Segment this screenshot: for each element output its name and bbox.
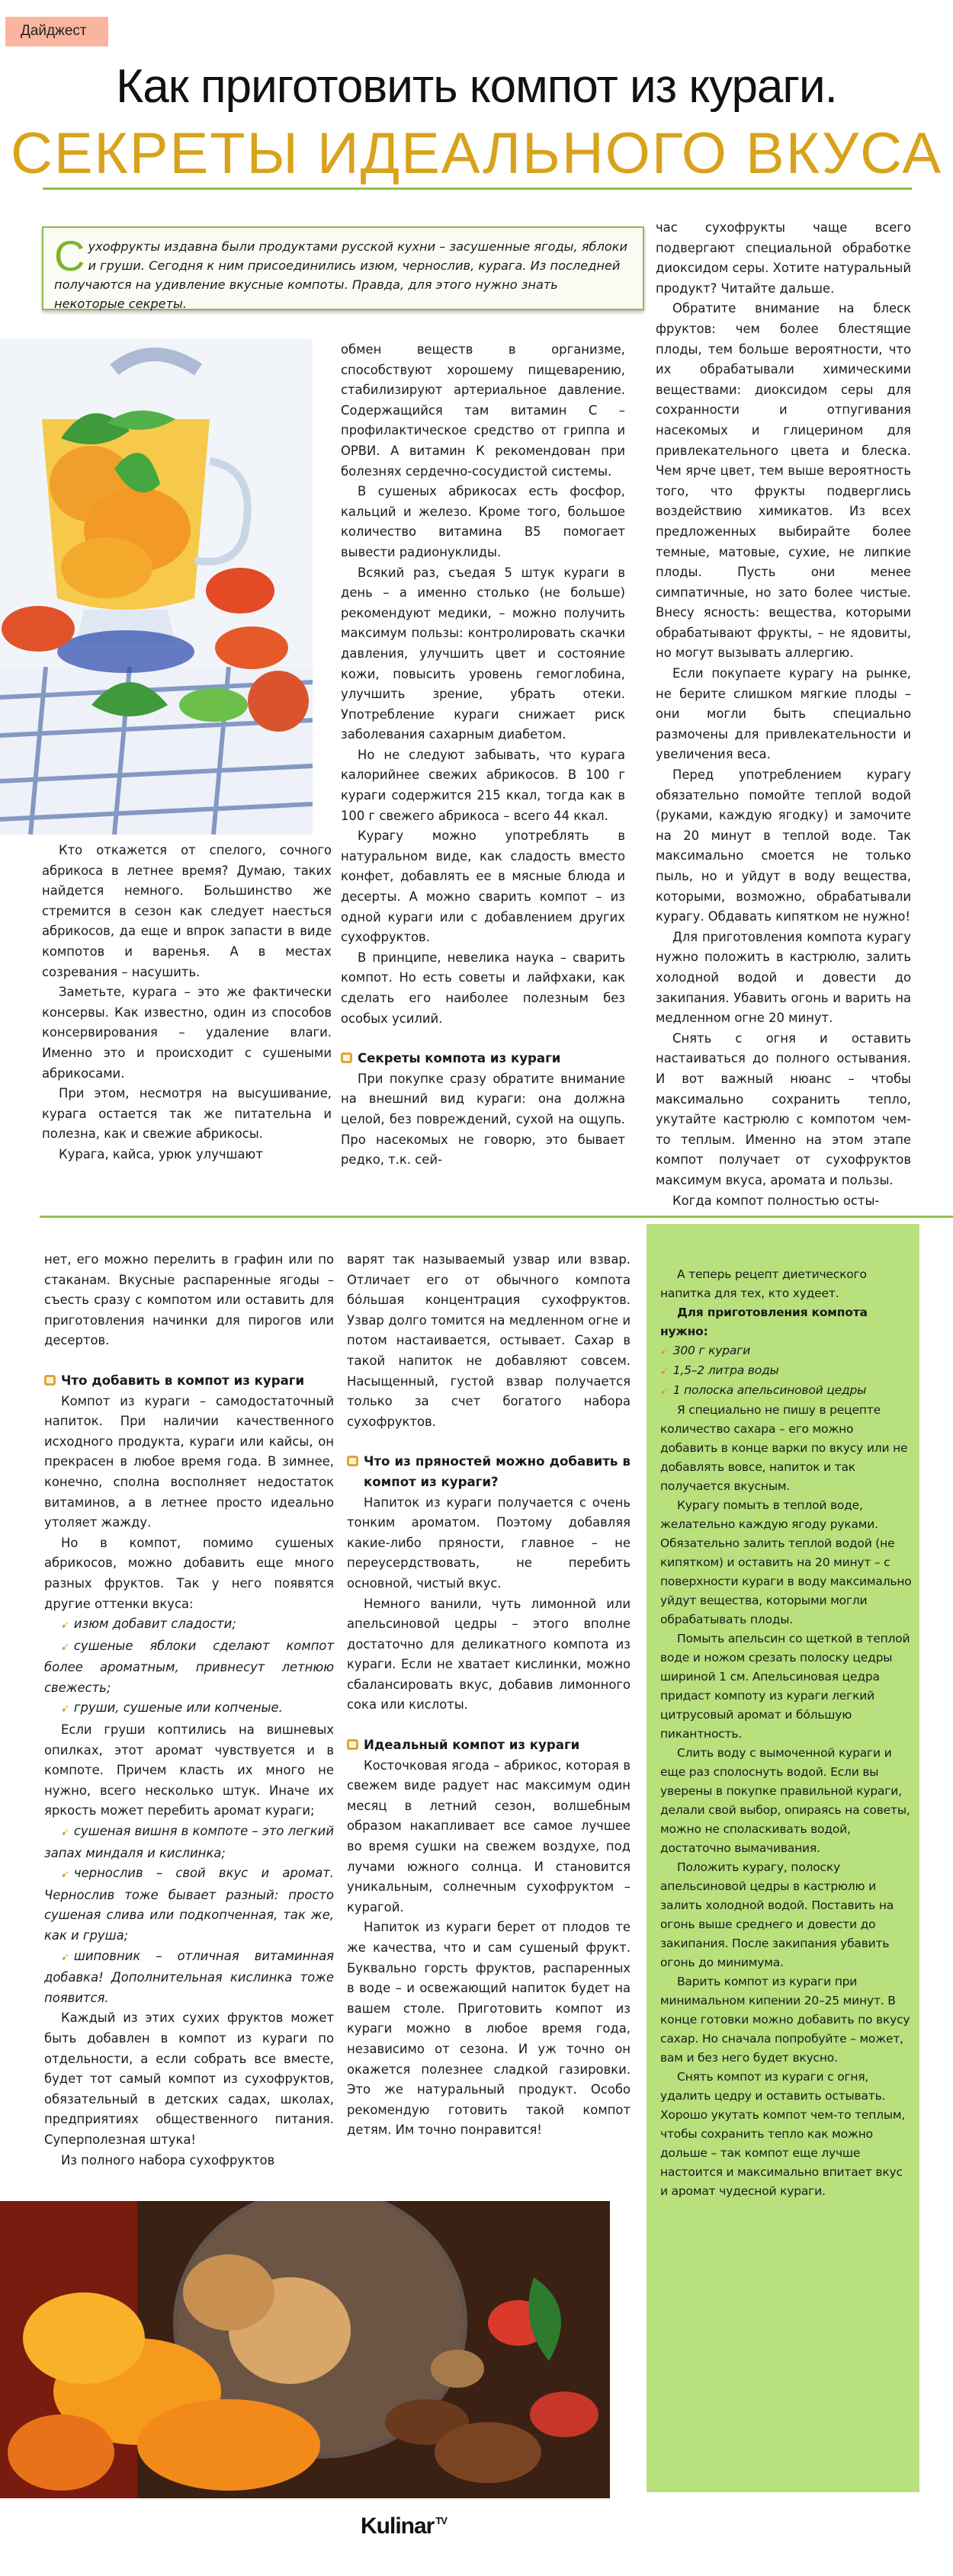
- dried-fruits-photo: [0, 2201, 610, 2498]
- paragraph: Курага, кайса, урюк улучшают: [59, 1146, 263, 1161]
- logo-superscript: TV: [435, 2515, 447, 2526]
- list-item-text: груши, сушеные или копченые.: [73, 1700, 283, 1716]
- paragraph: В принципе, невелика наука – сварить компот. Но есть советы и лайфхаки, как сделать его наиболее полезным без особых усилий.: [341, 950, 625, 1026]
- section-heading: [341, 1049, 625, 1069]
- checkbox-bullet-icon: [341, 1053, 352, 1063]
- list-item: [44, 1614, 334, 1636]
- pin-bullet-icon: ➹: [61, 1620, 69, 1632]
- checkbox-bullet-icon: [347, 1456, 358, 1466]
- article-column-2: [341, 340, 625, 1171]
- section-tag-label: Дайджест: [21, 23, 87, 39]
- pin-bullet-icon: ➹: [61, 1703, 69, 1716]
- section-heading: [44, 1371, 334, 1392]
- article-column-4: [44, 1250, 334, 2171]
- ingredient-text: 300 г кураги: [672, 1344, 750, 1357]
- kulinar-tv-logo: [361, 2514, 447, 2539]
- page-subtitle: СЕКРЕТЫ ИДЕАЛЬНОГО ВКУСА: [10, 121, 943, 186]
- section-heading: [347, 1452, 631, 1492]
- lead-text: ухофрукты издавна были продуктами русской кухни – засушенные ягоды, яблоки и груши. Сегодня к ним присоединились изюм, чернослив, курага. Из последней получаются на удивление вкусные компоты. Правда, для этого нужно знать некоторые секреты.: [54, 239, 628, 311]
- paragraph: При покупке сразу обратите внимание на внешний вид кураги: она должна целой, без повреждений, сухой на ощупь. Про насекомых не говорю, это бывает редко, т.к. сей-: [341, 1071, 625, 1168]
- paragraph: Компот из кураги – самодостаточный напиток. При наличии качественного исходного продукта, кураги или кайсы, он прекрасен в любое время года. В зимнее, конечно, сполна восполняет недостаток витаминов, а в летнее просто идеально утоляет жажду.: [44, 1393, 334, 1530]
- paragraph: Но не следуют забывать, что курага калорийнее свежих абрикосов. В 100 г кураги содержится 215 ккал, тогда как в 100 г свежего абрикоса – всего 44 ккал.: [341, 747, 625, 823]
- list-item: [44, 1636, 334, 1699]
- list-item-text: сушеные яблоки сделают компот более ароматным, привнесут летнюю свежесть;: [44, 1638, 334, 1695]
- pin-bullet-icon: ➹: [660, 1386, 669, 1397]
- divider: [40, 1216, 953, 1218]
- recipe-step: Курагу помыть в теплой воде, желательно каждую ягоду руками. Обязательно залить теплой водой (не кипятком) и оставить на 20 минут – с поверхности кураги в воду максимально уйдут вещества, которыми могли обрабатывать плоды.: [660, 1498, 912, 1626]
- paragraph: Косточковая ягода – абрикос, которая в свежем виде радует нас максимум один месяц в летний сезон, волшебным образом накапливает все самое лучшее во время сушки на свежем воздухе, под лучами южного солнца. И становится уникальным, солнечным сухофруктом – курагой.: [347, 1757, 631, 1914]
- section-tag: [5, 17, 108, 46]
- recipe-step: Я специально не пишу в рецепте количество сахара – его можно добавить в конце варки по вкусу или не добавлять вовсе, напиток и так получается вкусным.: [660, 1403, 908, 1493]
- article-column-1: [42, 841, 332, 1165]
- article-column-5: [347, 1250, 631, 2141]
- recipe-step: Слить воду с вымоченной кураги и еще раз сполоснуть водой. Если вы уверены в покупке правильной кураги, делали свой выбор, опираясь на советы, можно не споласкивать водой, достаточно вымачивания.: [660, 1746, 910, 1855]
- paragraph: Если груши коптились на вишневых опилках, этот аромат чувствуется и в компоте. Причем класть их много не нужно, всего несколько штук. Иначе их яркость может перебить аромат кураги;: [44, 1722, 334, 1818]
- page-title: Как приготовить компот из кураги.: [116, 60, 837, 113]
- compote-glass-photo: [0, 339, 313, 835]
- recipe-step: Снять компот из кураги с огня, удалить цедру и оставить остывать. Хорошо укутать компот чем-то теплым, чтобы сохранить тепло как можно дольше – так компот еще лучше настоится и максимально впитает вкус и аромат чудесной кураги.: [660, 2070, 906, 2198]
- logo-text: Kulinar: [361, 2514, 435, 2539]
- recipe-column: [660, 1265, 912, 2201]
- paragraph: В сушеных абрикосах есть фосфор, кальций и железо. Кроме того, большое количество витамина В5 помогает вывести радионуклиды.: [341, 484, 625, 559]
- paragraph: Кто откажется от спелого, сочного абрикоса в летнее время? Думаю, таких найдется немного. Большинство же стремится в сезон как следует наесться абрикосов, да еще и впрок запасти в виде компотов и варенья. А в местах созревания – насушить.: [42, 843, 332, 979]
- pin-bullet-icon: ➹: [61, 1827, 69, 1839]
- paragraph: Когда компот полностью осты-: [672, 1193, 880, 1208]
- ingredient-item: [660, 1381, 912, 1401]
- recipe-step: Положить курагу, полоску апельсиновой цедры в кастрюлю и залить холодной водой. Поставить на огонь выше среднего и довести до закипания. После закипания убавить огонь до минимума.: [660, 1860, 894, 1969]
- paragraph: Всякий раз, съедая 5 штук кураги в день – а именно столько (не больше) рекомендуют медики, – можно получить максимум пользы: контролировать скачки давления, улучшить цвет и состояние кожи, повысить уровень гемоглобина, улучшить зрение, убрать отеки. Употребление кураги снижает риск заболевания сахарным диабетом.: [341, 565, 625, 742]
- section-heading-text: Идеальный компот из кураги: [364, 1738, 580, 1753]
- section-heading: [347, 1735, 631, 1756]
- ingredient-text: 1 полоска апельсиновой цедры: [672, 1383, 867, 1397]
- paragraph: Из полного набора сухофруктов: [61, 2152, 275, 2167]
- list-item: [44, 1821, 334, 1863]
- checkbox-bullet-icon: [44, 1375, 56, 1386]
- paragraph: Обратите внимание на блеск фруктов: чем более блестящие плоды, тем больше вероятности, что их обрабатывали химическими веществами: диоксидом серы для сохранности и отпугивания насекомых и глицерином для привлекательного цвета и блеска. Чем ярче цвет, тем выше вероятность того, что фрукты подверглись воздействию химикатов. Из всех предложенных выбирайте более темные, матовые, сухие, не липкие плоды. Пусть они менее симпатичные, но зато более чистые. Внесу ясность: вещества, которыми обрабатывают фрукты, – не ядовиты, но могут вызывать аллергию.: [656, 301, 911, 661]
- paragraph: Перед употреблением курагу обязательно помойте теплой водой (руками, каждую ягодку) и замочите на 20 минут в теплой воде. Так максимально смоется не только пыль, но и уйдут в воду вещества, которыми, возможно, обрабатывали курагу. Обдавать кипятком не нужно!: [656, 767, 911, 924]
- paragraph: Курагу можно употреблять в натуральном виде, как сладость вместо конфет, добавлять ее в мясные блюда и десерты. А можно сварить компот – из одной кураги или с добавлением других сухофруктов.: [341, 828, 625, 945]
- paragraph: При этом, несмотря на высушивание, курага остается так же питательна и полезна, как и свежие абрикосы.: [42, 1086, 332, 1142]
- paragraph: Немного ванили, чуть лимонной или апельсиновой цедры – этого вполне достаточно для деликатного компота из кураги. Если не хватает кислинки, можно сбалансировать вкус, добавив лимонного сока или кислоты.: [347, 1596, 631, 1713]
- divider: [43, 187, 912, 190]
- paragraph: нет, его можно перелить в графин или по стаканам. Вкусные распаренные ягоды – съесть сразу с компотом или оставить для приготовления начинки для пирогов или десертов.: [44, 1252, 334, 1348]
- recipe-step: Варить компот из кураги при минимальном кипении 20–25 минут. В конце готовки можно добавить по вкусу сахар. Но сначала попробуйте – может, вам и без него будет вкусно.: [660, 1975, 910, 2065]
- section-heading-text: Что добавить в компот из кураги: [61, 1373, 305, 1388]
- section-heading-text: Секреты компота из кураги: [358, 1051, 561, 1066]
- drop-cap: С: [54, 232, 85, 280]
- pin-bullet-icon: ➹: [660, 1346, 669, 1357]
- list-item: [44, 1863, 334, 1946]
- list-item-text: сушеная вишня в компоте – это легкий запах миндаля и кислинка;: [44, 1824, 334, 1860]
- article-column-3: [656, 218, 911, 1211]
- pin-bullet-icon: ➹: [61, 1951, 69, 1963]
- pin-bullet-icon: ➹: [61, 1869, 69, 1881]
- dried-fruits-illustration: [0, 2201, 610, 2498]
- section-heading-text: Что из пряностей можно добавить в компот из кураги?: [364, 1454, 631, 1489]
- ingredient-item: [660, 1361, 912, 1381]
- paragraph: Напиток из кураги получается с очень тонким ароматом. Поэтому добавляя какие-либо пряности, главное – не переусердствовать, не перебить основной, чистый вкус.: [347, 1495, 631, 1591]
- list-item: [44, 1946, 334, 2009]
- paragraph: Напиток из кураги берет от плодов те же качества, что и сам сушеный фрукт. Буквально горсть фруктов, распаренных в воде – и освежающий напиток будет на вашем столе. Приготовить компот из кураги можно в любое время года, независимо от сезона. И уж точно он окажется полезнее сладкой газировки. Это же натуральный продукт. Особо рекомендую готовить такой компот детям. Им точно понравится!: [347, 1920, 631, 2138]
- pin-bullet-icon: ➹: [660, 1366, 669, 1377]
- ingredient-item: [660, 1341, 912, 1361]
- paragraph: Для приготовления компота курагу нужно положить в кастрюлю, залить холодной водой и довести до закипания. Убавить огонь и варить на медленном огне 20 минут.: [656, 929, 911, 1026]
- paragraph: Если покупаете курагу на рынке, не берите слишком мягкие плоды – они могли быть специально размочены для привлекательности и увеличения веса.: [656, 666, 911, 762]
- paragraph: А теперь рецепт диетического напитка для тех, кто худеет.: [660, 1267, 867, 1300]
- paragraph: варят так называемый узвар или взвар. Отличает его от обычного компота бóльшая концентрация сухофруктов. Узвар долго томится на медленном огне и потом настаивается, остывает. Сахар в такой напиток не добавляют совсем. Насыщенный, густой взвар получается только за счет богатого набора сухофруктов.: [347, 1252, 631, 1429]
- paragraph: Каждый из этих сухих фруктов может быть добавлен в компот из кураги по отдельности, а если собрать все вместе, будет тот самый компот из сухофруктов, обязательный в детских садах, школах, предприятиях общественного питания. Суперполезная штука!: [44, 2010, 334, 2147]
- list-item-text: шиповник – отличная витаминная добавка! Дополнительная кислинка тоже появится.: [44, 1948, 334, 2005]
- compote-glass-illustration: [0, 339, 313, 835]
- lead-box: [42, 226, 644, 310]
- paragraph: Снять с огня и оставить настаиваться до полного остывания. И вот важный нюанс – чтобы максимально сохранить тепло, укутайте кастрюлю с компотом чем-то теплым. Именно на этом этапе компот получает от сухофруктов максимум вкуса, аромата и пользы.: [656, 1030, 911, 1187]
- pin-bullet-icon: ➹: [61, 1641, 69, 1653]
- paragraph: Но в компот, помимо сушеных абрикосов, можно добавить еще много разных фруктов. Так у него появятся другие оттенки вкуса:: [44, 1535, 334, 1611]
- paragraph: обмен веществ в организме, способствуют хорошему пищеварению, стабилизируют артериальное давление. Содержащийся там витамин С – профилактическое средство от гриппа и ОРВИ. А витамин К рекомендован при болезнях сердечно-сосудистой системы.: [341, 342, 625, 479]
- paragraph: час сухофрукты чаще всего подвергают специальной обработке диоксидом серы. Хотите натуральный продукт? Читайте дальше.: [656, 220, 911, 296]
- ingredients-heading: Для приготовления компота нужно:: [660, 1306, 868, 1338]
- ingredient-text: 1,5–2 литра воды: [672, 1363, 779, 1377]
- checkbox-bullet-icon: [347, 1739, 358, 1750]
- list-item: [44, 1698, 334, 1720]
- recipe-step: Помыть апельсин со щеткой в теплой воде и ножом срезать полоску цедры шириной 1 см. Апельсиновая цедра придаст компоту из кураги легкий цитрусовый аромат и бóльшую пикантность.: [660, 1632, 910, 1741]
- list-item-text: изюм добавит сладости;: [73, 1616, 236, 1632]
- paragraph: Заметьте, курага – это же фактически консервы. Как известно, один из способов консервирования – удаление влаги. Именно это и происходит с сушеными абрикосами.: [42, 985, 332, 1081]
- list-item-text: чернослив – свой вкус и аромат. Чернослив тоже бывает разный: просто сушеная слива или подкопченная, так же, как и груша;: [44, 1866, 334, 1943]
